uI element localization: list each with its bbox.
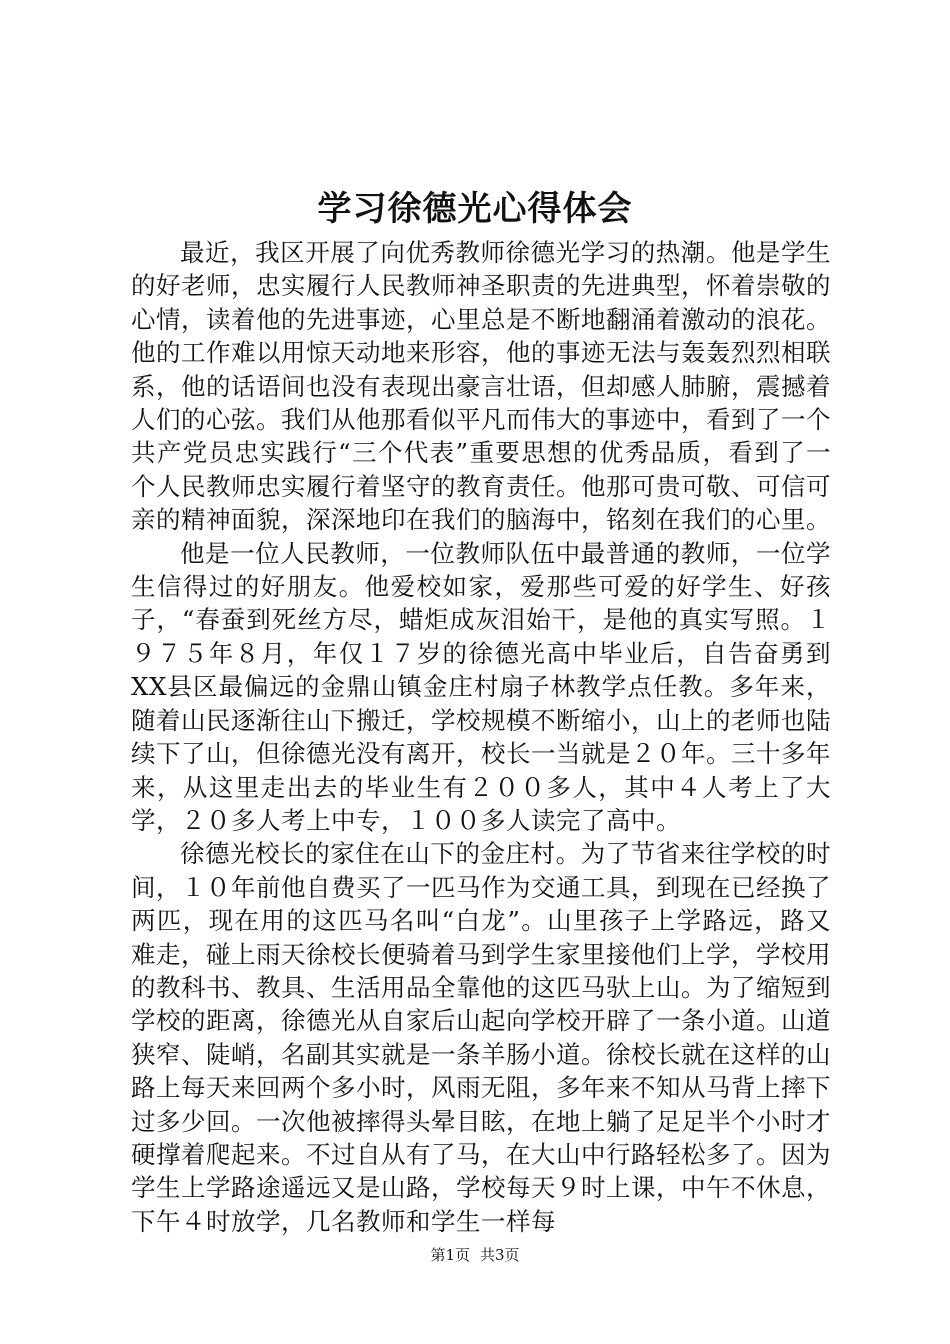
paragraph-2: 他是一位人民教师，一位教师队伍中最普通的教师，一位学生信得过的好朋友。他爱校如家，爱那些可爱的好学生、好孩子，“春蚕到死丝方尽，蜡炬成灰泪始干，是他的真实写照。１９７５年８月，年仅１７岁的徐德光高中毕业后，自告奋勇到XX县区最偏远的金鼎山镇金庄村扇子林教学点任教。多年来，随着山民逐渐往山下搬迁，学校规模不断缩小，山上的老师也陆续下了山，但徐德光没有离开，校长一当就是２０年。三十多年来，从这里走出去的毕业生有２００多人，其中４人考上了大学，２０多人考上中专，１００多人读完了高中。 [131, 538, 831, 835]
page-footer [0, 1245, 950, 1265]
page-total: 共3页 [480, 1246, 520, 1264]
document-title: 学习徐德光心得体会 [317, 189, 633, 229]
paragraph-3: 徐德光校长的家住在山下的金庄村。为了节省来往学校的时间，１０年前他自费买了一匹马作为交通工具，到现在已经换了两匹，现在用的这匹马名叫“白龙”。山里孩子上学路远，路又难走，碰上雨天徐校长便骑着马到学生家里接他们上学，学校用的教科书、教具、生活用品全靠他的这匹马驮上山。为了缩短到学校的距离，徐德光从自家后山起向学校开辟了一条小道。山道狭窄、陡峭，名副其实就是一条羊肠小道。徐校长就在这样的山路上每天来回两个多小时，风雨无阻，多年来不知从马背上摔下过多少回。一次他被摔得头晕目眩，在地上躺了足足半个小时才硬撑着爬起来。不过自从有了马，在大山中行路轻松多了。因为学生上学路途遥远又是山路，学校每天９时上课，中午不休息，下午４时放学，几名教师和学生一样每 [131, 839, 831, 1236]
page-number: 第1页 [430, 1246, 470, 1264]
paragraph-1: 最近，我区开展了向优秀教师徐德光学习的热潮。他是学生的好老师，忠实履行人民教师神圣职责的先进典型，怀着崇敬的心情，读着他的先进事迹，心里总是不断地翻涌着激动的浪花。他的工作难以用惊天动地来形容，他的事迹无法与轰轰烈烈相联系，他的话语间也没有表现出豪言壮语，但却感人肺腑，震撼着人们的心弦。我们从他那看似平凡而伟大的事迹中，看到了一个共产党员忠实践行“三个代表”重要思想的优秀品质，看到了一个人民教师忠实履行着坚守的教育责任。他那可贵可敬、可信可亲的精神面貌，深深地印在我们的脑海中，铭刻在我们的心里。 [131, 238, 831, 535]
document-body [131, 236, 831, 1238]
